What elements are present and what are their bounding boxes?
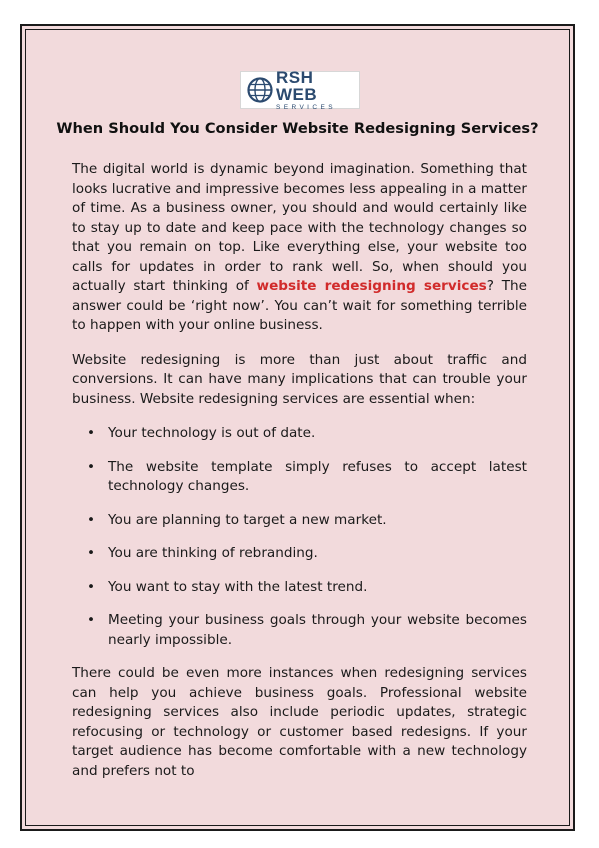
bullet-icon: •: [87, 458, 96, 475]
list-item: [72, 424, 527, 444]
list-item: [72, 611, 527, 650]
reasons-intro-paragraph: Website redesigning is more than just about traffic and conversions. It can have many implications that can trouble your business. Website redesigning services are essential when:: [72, 351, 527, 407]
list-item: [72, 544, 527, 564]
intro-text-after: ? The answer could be ‘right now’. You can’t wait for something terrible to happen with your online business.: [72, 278, 527, 333]
list-item: [72, 578, 527, 598]
intro-text-before: The digital world is dynamic beyond imagination. Something that looks lucrative and impressive becomes less appealing in a matter of time. As a business owner, you should and would certainly like to stay up to date and keep pace with the technology changes so that you remain on top. Like everything else, your website too calls for updates in order to rank well. So, when should you actually start thinking of: [72, 161, 527, 294]
bullet-icon: •: [87, 545, 96, 561]
list-item: [72, 458, 527, 497]
closing-paragraph: There could be even more instances when redesigning services can help you achieve business goals. Professional website redesigning services also include periodic updates, strategic refocusing or technology or customer based redesigns. If your target audience has become comfortable with a new technology and prefers not to: [72, 665, 527, 779]
bullet-icon: •: [87, 511, 96, 528]
list-item-text: Your technology is out of date.: [108, 425, 316, 441]
bullet-icon: •: [87, 612, 96, 628]
list-item-text: You are thinking of rebranding.: [108, 545, 318, 561]
reasons-list: [72, 424, 527, 650]
page-title: When Should You Consider Website Redesigning Services?: [56, 120, 539, 137]
logo-wordmark: RSH WEB: [276, 67, 318, 104]
list-item-text: You are planning to target a new market.: [108, 511, 387, 528]
article-body: [72, 160, 527, 796]
list-item: [72, 511, 527, 531]
list-item-text: You want to stay with the latest trend.: [108, 578, 368, 595]
bullet-icon: •: [87, 578, 96, 595]
bullet-icon: •: [87, 425, 96, 441]
website-redesigning-services-link[interactable]: website redesigning services: [256, 278, 487, 294]
globe-icon: [247, 77, 273, 103]
list-item-text: The website template simply refuses to accept latest technology changes.: [108, 458, 527, 494]
list-item-text: Meeting your business goals through your website becomes nearly impossible.: [108, 612, 527, 648]
logo-subtitle: SERVICES: [276, 103, 336, 111]
document-page: [20, 24, 575, 831]
intro-paragraph: [72, 160, 527, 336]
company-logo: [241, 67, 359, 111]
